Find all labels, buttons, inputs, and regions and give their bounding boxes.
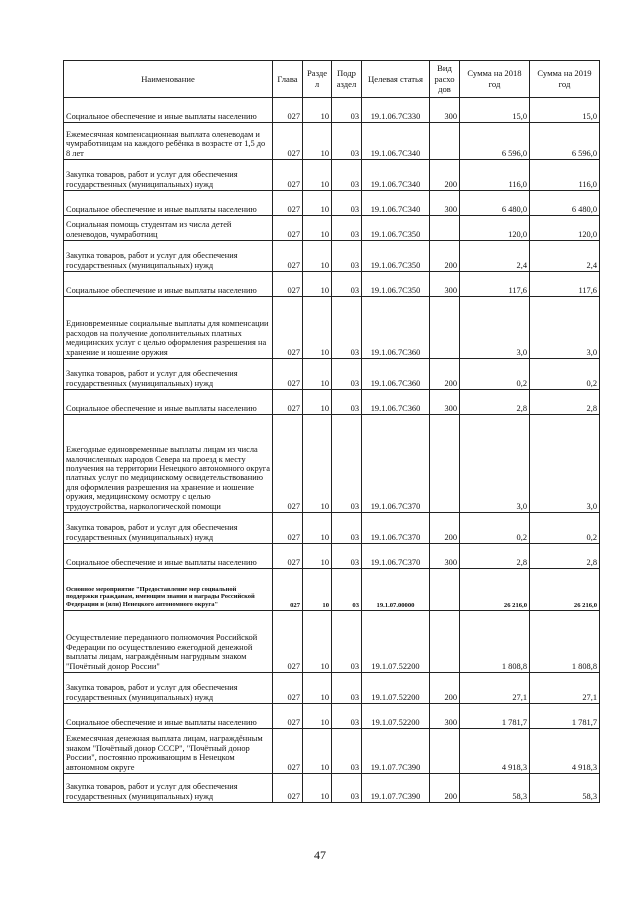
row-target: 19.1.06.7С340 — [362, 160, 430, 191]
table-row — [64, 415, 600, 513]
row-glava: 027 — [273, 774, 303, 803]
row-razdel: 10 — [303, 611, 332, 673]
row-podrazdel: 03 — [332, 415, 362, 513]
row-target: 19.1.06.7С370 — [362, 415, 430, 513]
row-name: Ежемесячная компенсационная выплата оленеводам и чумработницам на каждого ребёнка в возрасте от 1,5 до 8 лет — [64, 123, 273, 160]
table-row — [64, 359, 600, 390]
table-row — [64, 241, 600, 272]
row-podrazdel: 03 — [332, 544, 362, 569]
row-glava: 027 — [273, 123, 303, 160]
row-vid: 300 — [430, 390, 460, 415]
header-target: Целевая статья — [362, 61, 430, 98]
row-vid: 300 — [430, 272, 460, 297]
row-glava: 027 — [273, 297, 303, 359]
row-sum-2018: 26 216,0 — [460, 569, 530, 611]
row-name: Закупка товаров, работ и услуг для обеспечения государственных (муниципальных) нужд — [64, 160, 273, 191]
row-razdel: 10 — [303, 729, 332, 774]
table-row — [64, 673, 600, 704]
row-name: Основное мероприятие "Предоставление мер социальной поддержки гражданам, имеющим звания и награды Российской Федерации и (или) Ненецкого автономного округа" — [64, 569, 273, 611]
row-target: 19.1.06.7С340 — [362, 123, 430, 160]
table-row — [64, 191, 600, 216]
row-sum-2019: 3,0 — [530, 297, 600, 359]
row-glava: 027 — [273, 216, 303, 241]
row-glava: 027 — [273, 359, 303, 390]
table-row — [64, 544, 600, 569]
row-target: 19.1.06.7С360 — [362, 359, 430, 390]
row-vid: 200 — [430, 359, 460, 390]
row-target: 19.1.07.7С390 — [362, 729, 430, 774]
row-sum-2019: 3,0 — [530, 415, 600, 513]
row-podrazdel: 03 — [332, 191, 362, 216]
row-razdel: 10 — [303, 704, 332, 729]
row-sum-2019: 2,4 — [530, 241, 600, 272]
row-target: 19.1.07.7С390 — [362, 774, 430, 803]
table-row — [64, 569, 600, 611]
row-name: Социальное обеспечение и иные выплаты населению — [64, 191, 273, 216]
row-podrazdel: 03 — [332, 704, 362, 729]
table-row — [64, 774, 600, 803]
row-target: 19.1.06.7С350 — [362, 241, 430, 272]
row-vid — [430, 415, 460, 513]
row-razdel: 10 — [303, 359, 332, 390]
row-vid: 200 — [430, 774, 460, 803]
row-razdel: 10 — [303, 544, 332, 569]
row-razdel: 10 — [303, 241, 332, 272]
row-vid: 300 — [430, 704, 460, 729]
row-name: Закупка товаров, работ и услуг для обеспечения государственных (муниципальных) нужд — [64, 241, 273, 272]
row-sum-2018: 0,2 — [460, 513, 530, 544]
row-target: 19.1.06.7С370 — [362, 544, 430, 569]
row-name: Закупка товаров, работ и услуг для обеспечения государственных (муниципальных) нужд — [64, 673, 273, 704]
row-target: 19.1.07.52200 — [362, 704, 430, 729]
row-sum-2019: 120,0 — [530, 216, 600, 241]
row-vid: 300 — [430, 544, 460, 569]
row-sum-2018: 15,0 — [460, 98, 530, 123]
row-vid: 300 — [430, 98, 460, 123]
row-sum-2018: 6 480,0 — [460, 191, 530, 216]
row-glava: 027 — [273, 415, 303, 513]
row-razdel: 10 — [303, 569, 332, 611]
row-target: 19.1.06.7С350 — [362, 216, 430, 241]
row-podrazdel: 03 — [332, 673, 362, 704]
row-name: Единовременные социальные выплаты для компенсации расходов на получение дополнительных платных медицинских услуг с целью оформления разрешения на хранение и ношение оружия — [64, 297, 273, 359]
table-row — [64, 160, 600, 191]
row-name: Закупка товаров, работ и услуг для обеспечения государственных (муниципальных) нужд — [64, 774, 273, 803]
row-razdel: 10 — [303, 123, 332, 160]
row-sum-2018: 27,1 — [460, 673, 530, 704]
row-vid: 300 — [430, 191, 460, 216]
row-sum-2019: 58,3 — [530, 774, 600, 803]
row-sum-2019: 26 216,0 — [530, 569, 600, 611]
row-name: Социальное обеспечение и иные выплаты населению — [64, 98, 273, 123]
row-glava: 027 — [273, 569, 303, 611]
row-name: Социальное обеспечение и иные выплаты населению — [64, 544, 273, 569]
row-sum-2018: 3,0 — [460, 297, 530, 359]
row-razdel: 10 — [303, 297, 332, 359]
row-target: 19.1.06.7С360 — [362, 297, 430, 359]
table-row — [64, 297, 600, 359]
row-sum-2019: 117,6 — [530, 272, 600, 297]
row-glava: 027 — [273, 160, 303, 191]
row-vid: 200 — [430, 241, 460, 272]
row-sum-2019: 1 808,8 — [530, 611, 600, 673]
budget-table — [63, 60, 600, 803]
row-sum-2018: 2,4 — [460, 241, 530, 272]
header-sum-2018: Сумма на 2018 год — [460, 61, 530, 98]
row-target: 19.1.07.00000 — [362, 569, 430, 611]
row-sum-2019: 6 596,0 — [530, 123, 600, 160]
row-podrazdel: 03 — [332, 297, 362, 359]
row-razdel: 10 — [303, 390, 332, 415]
header-sum-2019: Сумма на 2019 год — [530, 61, 600, 98]
row-sum-2019: 0,2 — [530, 359, 600, 390]
row-razdel: 10 — [303, 160, 332, 191]
row-razdel: 10 — [303, 513, 332, 544]
row-name: Социальное обеспечение и иные выплаты населению — [64, 704, 273, 729]
row-glava: 027 — [273, 191, 303, 216]
row-name: Закупка товаров, работ и услуг для обеспечения государственных (муниципальных) нужд — [64, 513, 273, 544]
table-row — [64, 216, 600, 241]
row-sum-2018: 4 918,3 — [460, 729, 530, 774]
row-razdel: 10 — [303, 415, 332, 513]
row-glava: 027 — [273, 390, 303, 415]
row-podrazdel: 03 — [332, 513, 362, 544]
row-sum-2018: 3,0 — [460, 415, 530, 513]
header-glava: Глава — [273, 61, 303, 98]
table-row — [64, 513, 600, 544]
row-sum-2018: 1 781,7 — [460, 704, 530, 729]
row-razdel: 10 — [303, 191, 332, 216]
row-target: 19.1.07.52200 — [362, 673, 430, 704]
table-row — [64, 123, 600, 160]
row-sum-2018: 58,3 — [460, 774, 530, 803]
row-glava: 027 — [273, 611, 303, 673]
row-glava: 027 — [273, 98, 303, 123]
header-row — [64, 61, 600, 98]
row-podrazdel: 03 — [332, 569, 362, 611]
row-sum-2019: 1 781,7 — [530, 704, 600, 729]
row-vid: 200 — [430, 673, 460, 704]
row-vid — [430, 611, 460, 673]
row-podrazdel: 03 — [332, 359, 362, 390]
row-podrazdel: 03 — [332, 611, 362, 673]
row-name: Осуществление переданного полномочия Российской Федерации по осуществлению ежегодной денежной выплаты лицам, награждённым нагрудным знаком "Почётный донор России" — [64, 611, 273, 673]
row-sum-2018: 0,2 — [460, 359, 530, 390]
row-name: Ежемесячная денежная выплата лицам, награждённым знаком "Почётный донор СССР", "Почётный донор России", постоянно проживающим в Ненецком автономном округе — [64, 729, 273, 774]
row-glava: 027 — [273, 272, 303, 297]
header-razdel: Разде л — [303, 61, 332, 98]
row-podrazdel: 03 — [332, 390, 362, 415]
row-glava: 027 — [273, 241, 303, 272]
row-glava: 027 — [273, 704, 303, 729]
table-row — [64, 390, 600, 415]
row-sum-2018: 2,8 — [460, 390, 530, 415]
row-sum-2019: 4 918,3 — [530, 729, 600, 774]
row-glava: 027 — [273, 729, 303, 774]
row-podrazdel: 03 — [332, 729, 362, 774]
row-sum-2019: 15,0 — [530, 98, 600, 123]
table-row — [64, 611, 600, 673]
table-row — [64, 98, 600, 123]
header-podrazdel: Подр аздел — [332, 61, 362, 98]
row-sum-2019: 0,2 — [530, 513, 600, 544]
row-podrazdel: 03 — [332, 98, 362, 123]
row-sum-2018: 1 808,8 — [460, 611, 530, 673]
row-glava: 027 — [273, 544, 303, 569]
row-target: 19.1.06.7С360 — [362, 390, 430, 415]
row-vid: 200 — [430, 160, 460, 191]
row-sum-2019: 6 480,0 — [530, 191, 600, 216]
header-vid: Вид расхо дов — [430, 61, 460, 98]
table-row — [64, 704, 600, 729]
row-razdel: 10 — [303, 673, 332, 704]
row-vid — [430, 729, 460, 774]
row-podrazdel: 03 — [332, 123, 362, 160]
row-sum-2018: 120,0 — [460, 216, 530, 241]
row-name: Социальное обеспечение и иные выплаты населению — [64, 390, 273, 415]
row-name: Социальное обеспечение и иные выплаты населению — [64, 272, 273, 297]
row-target: 19.1.06.7С350 — [362, 272, 430, 297]
row-glava: 027 — [273, 513, 303, 544]
row-razdel: 10 — [303, 774, 332, 803]
row-name: Социальная помощь студентам из числа детей оленеводов, чумработниц — [64, 216, 273, 241]
table-body — [64, 98, 600, 803]
row-target: 19.1.07.52200 — [362, 611, 430, 673]
row-name: Закупка товаров, работ и услуг для обеспечения государственных (муниципальных) нужд — [64, 359, 273, 390]
row-podrazdel: 03 — [332, 774, 362, 803]
row-sum-2018: 6 596,0 — [460, 123, 530, 160]
row-target: 19.1.06.7С340 — [362, 191, 430, 216]
row-sum-2018: 2,8 — [460, 544, 530, 569]
row-vid: 200 — [430, 513, 460, 544]
row-podrazdel: 03 — [332, 241, 362, 272]
row-vid — [430, 569, 460, 611]
row-razdel: 10 — [303, 98, 332, 123]
page-number: 47 — [314, 848, 326, 862]
row-sum-2019: 116,0 — [530, 160, 600, 191]
row-sum-2018: 117,6 — [460, 272, 530, 297]
row-sum-2019: 2,8 — [530, 544, 600, 569]
row-vid — [430, 297, 460, 359]
row-podrazdel: 03 — [332, 216, 362, 241]
row-glava: 027 — [273, 673, 303, 704]
row-target: 19.1.06.7С330 — [362, 98, 430, 123]
row-podrazdel: 03 — [332, 160, 362, 191]
table-row — [64, 729, 600, 774]
row-podrazdel: 03 — [332, 272, 362, 297]
row-name: Ежегодные единовременные выплаты лицам из числа малочисленных народов Севера на проезд к месту получения на территории Ненецкого автономного округа платных услуг по медицинскому освидетельствованию для оформления разрешения на хранение и ношение оружия, медицинскому осмотру с целью трудоустройства, наркологической помощи — [64, 415, 273, 513]
row-razdel: 10 — [303, 272, 332, 297]
row-target: 19.1.06.7С370 — [362, 513, 430, 544]
table-row — [64, 272, 600, 297]
header-name: Наименование — [64, 61, 273, 98]
row-sum-2019: 2,8 — [530, 390, 600, 415]
row-vid — [430, 123, 460, 160]
row-sum-2018: 116,0 — [460, 160, 530, 191]
row-vid — [430, 216, 460, 241]
row-sum-2019: 27,1 — [530, 673, 600, 704]
row-razdel: 10 — [303, 216, 332, 241]
